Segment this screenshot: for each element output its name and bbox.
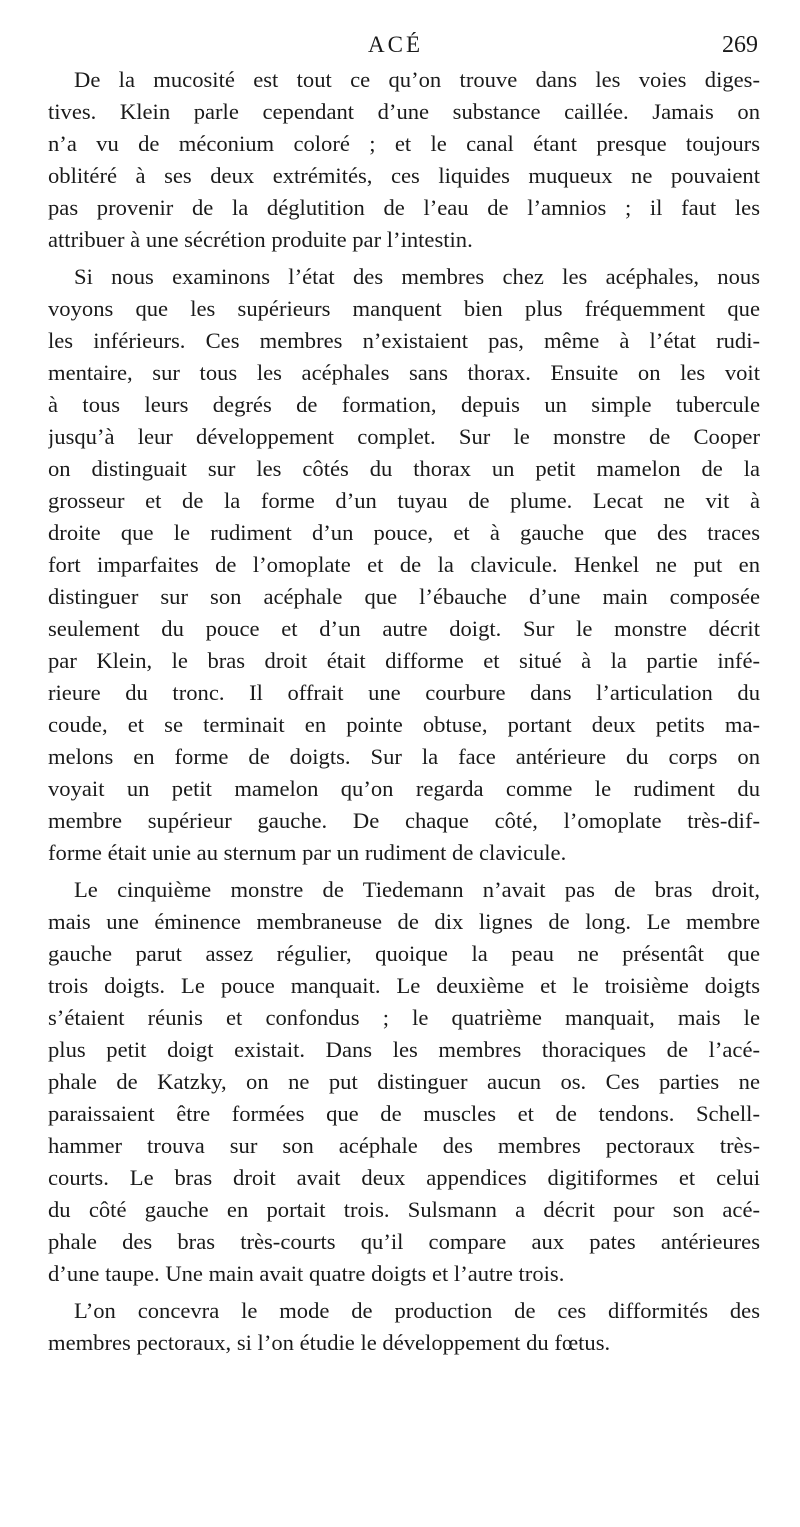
text-line: Le cinquième monstre de Tiedemann n’avait pas de bras droit, xyxy=(74,877,760,902)
text-line: coude, et se terminait en pointe obtuse, portant deux petits ma- xyxy=(48,712,760,737)
paragraph-1 xyxy=(48,64,760,256)
text-line: gauche parut assez régulier, quoique la peau ne présentât que xyxy=(48,941,760,966)
page-number: 269 xyxy=(722,32,758,58)
text-line: n’a vu de méconium coloré ; et le canal étant presque toujours xyxy=(48,131,760,156)
text-line: melons en forme de doigts. Sur la face antérieure du corps on xyxy=(48,744,760,769)
text-line: mentaire, sur tous les acéphales sans thorax. Ensuite on les voit xyxy=(48,360,760,385)
text-line: tives. Klein parle cependant d’une substance caillée. Jamais on xyxy=(48,99,760,124)
text-line: seulement du pouce et d’un autre doigt. Sur le monstre décrit xyxy=(48,616,760,641)
text-line: rieure du tronc. Il offrait une courbure dans l’articulation du xyxy=(48,680,760,705)
text-line: mais une éminence membraneuse de dix lignes de long. Le membre xyxy=(48,909,760,934)
text-line: membres pectoraux, si l’on étudie le développement du fœtus. xyxy=(48,1330,611,1355)
text-line: pas provenir de la déglutition de l’eau de l’amnios ; il faut les xyxy=(48,195,760,220)
text-line: De la mucosité est tout ce qu’on trouve dans les voies diges- xyxy=(74,67,760,92)
text-line: les inférieurs. Ces membres n’existaient pas, même à l’état rudi- xyxy=(48,328,760,353)
text-line: voyait un petit mamelon qu’on regarda comme le rudiment du xyxy=(48,776,760,801)
paragraph-2 xyxy=(48,261,760,869)
text-line: L’on concevra le mode de production de ces difformités des xyxy=(74,1298,760,1323)
text-line: du côté gauche en portait trois. Sulsmann a décrit pour son acé- xyxy=(48,1197,760,1222)
paragraph-4 xyxy=(48,1295,760,1359)
running-title: ACÉ xyxy=(368,32,423,57)
text-line: courts. Le bras droit avait deux appendices digitiformes et celui xyxy=(48,1165,760,1190)
text-line: Si nous examinons l’état des membres chez les acéphales, nous xyxy=(74,264,760,289)
text-line: hammer trouva sur son acéphale des membres pectoraux très- xyxy=(48,1133,760,1158)
text-line: paraissaient être formées que de muscles et de tendons. Schell- xyxy=(48,1101,760,1126)
text-line: voyons que les supérieurs manquent bien plus fréquemment que xyxy=(48,296,760,321)
text-line: forme était unie au sternum par un rudiment de clavicule. xyxy=(48,840,567,865)
paragraph-3 xyxy=(48,874,760,1290)
text-line: fort imparfaites de l’omoplate et de la clavicule. Henkel ne put en xyxy=(48,552,760,577)
text-line: s’étaient réunis et confondus ; le quatrième manquait, mais le xyxy=(48,1005,760,1030)
text-line: phale de Katzky, on ne put distinguer aucun os. Ces parties ne xyxy=(48,1069,760,1094)
text-line: grosseur et de la forme d’un tuyau de plume. Lecat ne vit à xyxy=(48,488,760,513)
text-line: on distinguait sur les côtés du thorax un petit mamelon de la xyxy=(48,456,760,481)
text-line: oblitéré à ses deux extrémités, ces liquides muqueux ne pouvaient xyxy=(48,163,760,188)
text-line: par Klein, le bras droit était difforme et situé à la partie infé- xyxy=(48,648,760,673)
text-line: phale des bras très-courts qu’il compare aux pates antérieures xyxy=(48,1229,760,1254)
text-line: distinguer sur son acéphale que l’ébauche d’une main composée xyxy=(48,584,760,609)
text-line: trois doigts. Le pouce manquait. Le deuxième et le troisième doigts xyxy=(48,973,760,998)
text-line: membre supérieur gauche. De chaque côté, l’omoplate très-dif- xyxy=(48,808,760,833)
text-line: plus petit doigt existait. Dans les membres thoraciques de l’acé- xyxy=(48,1037,760,1062)
text-line: à tous leurs degrés de formation, depuis un simple tubercule xyxy=(48,392,760,417)
body-text xyxy=(48,64,760,1359)
running-header xyxy=(48,32,758,66)
text-line: d’une taupe. Une main avait quatre doigts et l’autre trois. xyxy=(48,1261,565,1286)
text-line: jusqu’à leur développement complet. Sur le monstre de Cooper xyxy=(48,424,760,449)
text-line: attribuer à une sécrétion produite par l’intestin. xyxy=(48,227,473,252)
text-line: droite que le rudiment d’un pouce, et à gauche que des traces xyxy=(48,520,760,545)
